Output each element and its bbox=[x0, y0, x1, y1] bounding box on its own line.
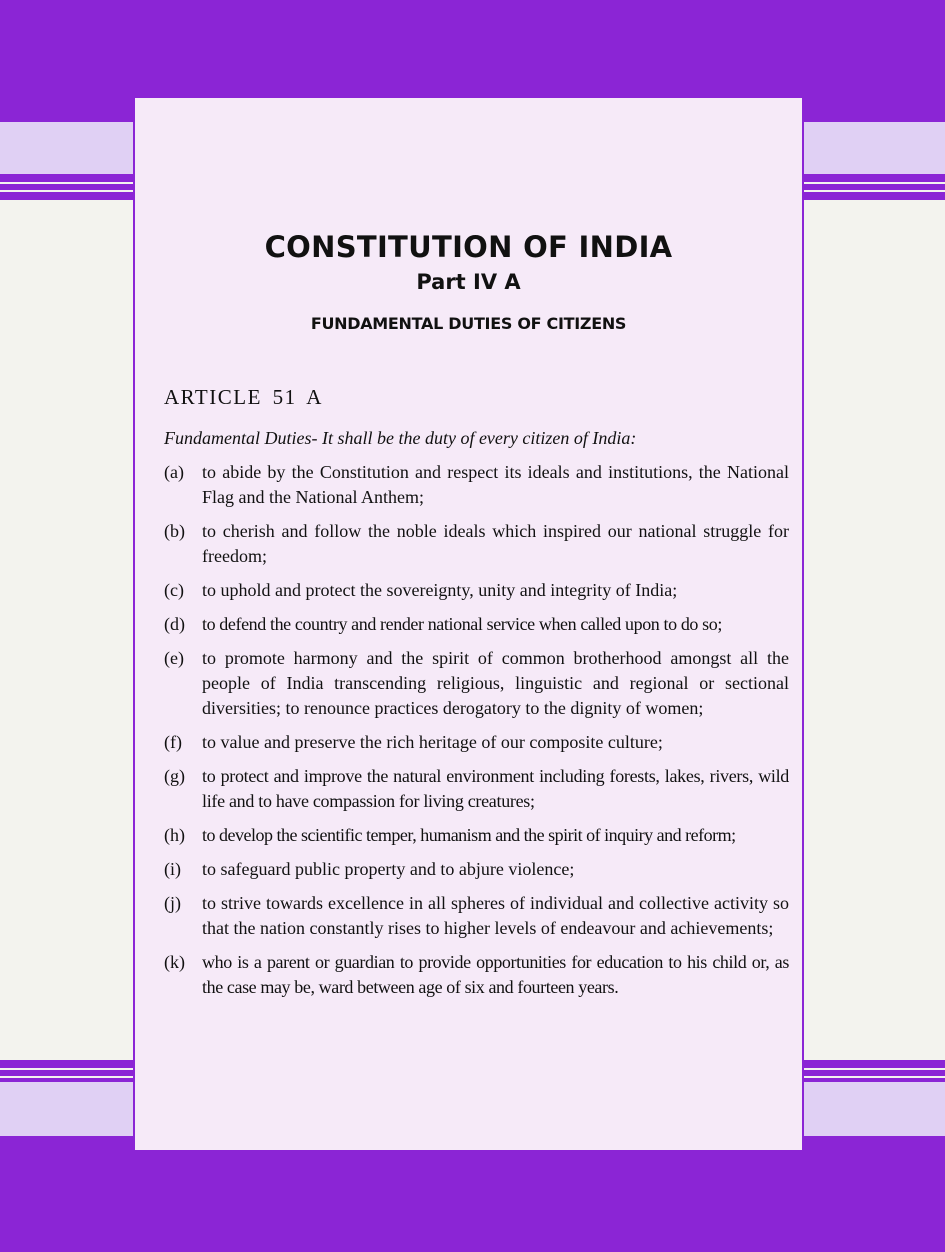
part-heading: Part IV A bbox=[416, 270, 521, 294]
document-page bbox=[133, 96, 804, 1152]
duties-list bbox=[164, 460, 789, 1009]
duty-marker: (h) bbox=[164, 825, 185, 845]
duty-marker: (f) bbox=[164, 732, 182, 752]
duty-marker: (c) bbox=[164, 580, 184, 600]
duty-item-g bbox=[164, 764, 789, 814]
duty-text: to promote harmony and the spirit of common brotherhood amongst all the people of India transcending religious, linguistic and regional or sectional diversities; to renounce practices derogatory to the dignity of women; bbox=[202, 648, 789, 718]
duty-item-k bbox=[164, 950, 789, 1000]
section-subtitle: FUNDAMENTAL DUTIES OF CITIZENS bbox=[310, 314, 627, 333]
duty-item-b bbox=[164, 519, 789, 569]
duty-marker: (g) bbox=[164, 766, 185, 786]
duty-item-h bbox=[164, 823, 789, 848]
document-title: CONSTITUTION OF INDIA bbox=[264, 230, 673, 264]
duty-marker: (i) bbox=[164, 859, 181, 879]
article-heading: ARTICLE 51 A bbox=[164, 385, 323, 409]
duty-text: to abide by the Constitution and respect its ideals and institutions, the National Flag and the National Anthem; bbox=[202, 462, 789, 507]
duty-item-j bbox=[164, 891, 789, 941]
duty-marker: (d) bbox=[164, 614, 185, 634]
duty-item-f bbox=[164, 730, 789, 755]
duty-marker: (e) bbox=[164, 648, 184, 668]
duty-marker: (j) bbox=[164, 893, 181, 913]
duty-item-i bbox=[164, 857, 789, 882]
duty-marker: (a) bbox=[164, 462, 184, 482]
duty-text: to protect and improve the natural environment including forests, lakes, rivers, wild life and to have compassion for living creatures; bbox=[202, 766, 789, 811]
duty-text: to value and preserve the rich heritage of our composite culture; bbox=[202, 732, 663, 752]
duty-marker: (b) bbox=[164, 521, 185, 541]
duty-text: to safeguard public property and to abjure violence; bbox=[202, 859, 575, 879]
duty-text: to strive towards excellence in all spheres of individual and collective activity so that the nation constantly rises to higher levels of endeavour and achievements; bbox=[202, 893, 789, 938]
duty-item-c bbox=[164, 578, 789, 603]
duty-text: to uphold and protect the sovereignty, unity and integrity of India; bbox=[202, 580, 678, 600]
duty-text: who is a parent or guardian to provide opportunities for education to his child or, as the case may be, ward between age of six and fourteen years. bbox=[202, 952, 789, 997]
duty-text: to cherish and follow the noble ideals which inspired our national struggle for freedom; bbox=[202, 521, 789, 566]
duty-item-a bbox=[164, 460, 789, 510]
duty-item-e bbox=[164, 646, 789, 721]
duty-text: to develop the scientific temper, humanism and the spirit of inquiry and reform; bbox=[202, 825, 736, 845]
duty-item-d bbox=[164, 612, 789, 637]
duty-text: to defend the country and render national service when called upon to do so; bbox=[202, 614, 722, 634]
duty-marker: (k) bbox=[164, 952, 185, 972]
intro-text: Fundamental Duties- It shall be the duty of every citizen of India: bbox=[164, 428, 637, 448]
